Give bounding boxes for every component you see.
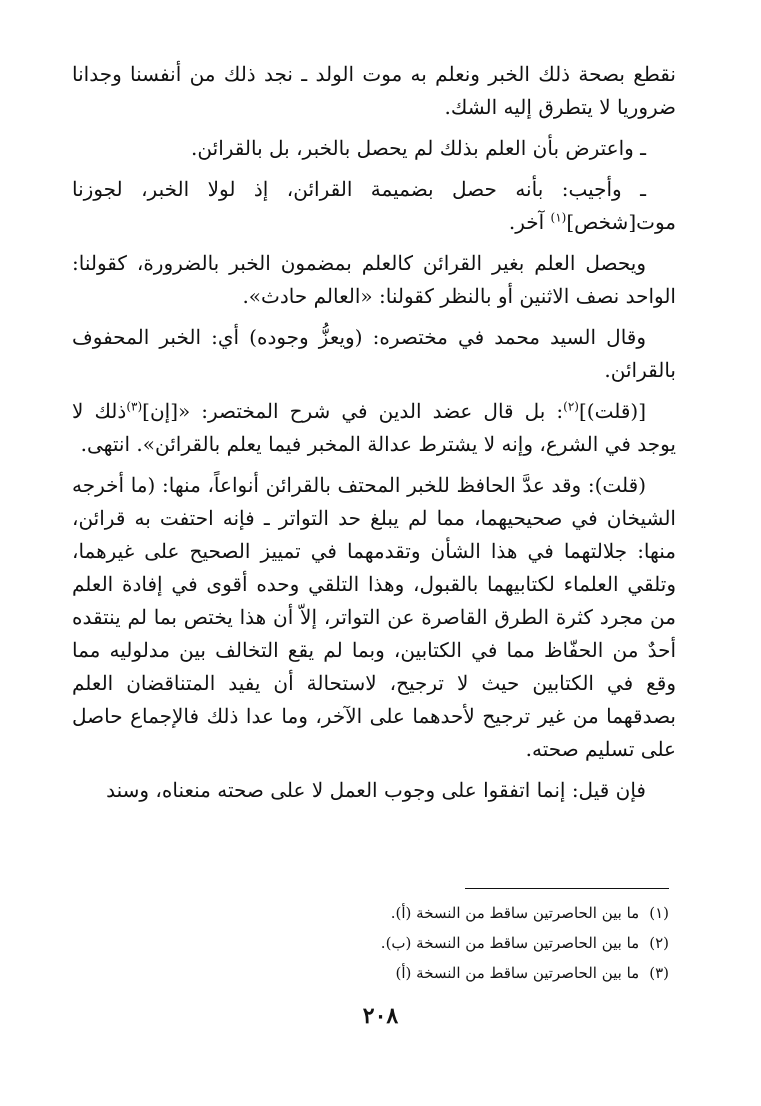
paragraph-6-text-start: [(قلت)] (578, 399, 646, 423)
footnote-ref-1[interactable]: (١) (550, 210, 567, 225)
paragraph-8: فإن قيل: إنما اتفقوا على وجوب العمل لا على صحته منعناه، وسند (106, 778, 646, 802)
main-text (72, 58, 676, 815)
footnote-ref-2[interactable]: (٢) (563, 399, 579, 414)
paragraph-1: نقطع بصحة ذلك الخبر ونعلم به موت الولد ـ نجد ذلك من أنفسنا وجدانا ضروريا لا يتطرق إليه الشك. (72, 62, 676, 119)
paragraph-6 (72, 395, 676, 461)
paragraph-6-text-middle: : بل قال عضد الدين في شرح المختصر: «[إن] (142, 399, 564, 423)
paragraph-6-text-end: ذلك لا يوجد في الشرع، وإنه لا يشترط عدالة المخبر فيما يعلم بالقرائن». انتهى. (72, 399, 676, 456)
footnotes (109, 898, 669, 988)
footnote-2-text: ما بين الحاصرتين ساقط من النسخة (ب). (380, 934, 640, 952)
footnote-3-number: (٣) (649, 964, 669, 982)
footnote-divider (465, 888, 669, 889)
paragraph-3-text-end: آخر. (508, 210, 551, 234)
paragraph-4: ويحصل العلم بغير القرائن كالعلم بمضمون الخبر بالضرورة، كقولنا: الواحد نصف الاثنين أو بالنظر كقولنا: «العالم حادث». (72, 251, 676, 308)
footnote-ref-3[interactable]: (٣) (126, 399, 143, 414)
paragraph-7: (قلت): وقد عدَّ الحافظ للخبر المحتف بالقرائن أنواعاً، منها: (ما أخرجه الشيخان في صحيحيهما، مما لم يبلغ حد التواتر ـ فإنه احتفت به قرائن، منها: جلالتهما في هذا الشأن وتقدمهما في تمييز الصحيح على غيرهما، وتلقي العلماء لكتابيهما بالقبول، وهذا التلقي وحده أقوى في إفادة العلم من مجرد كثرة الطرق القاصرة عن التواتر، إلاّ أن هذا يختص بما لم ينتقده أحدٌ من الحفّاظ مما في الكتابين، وبما لم يقع التخالف بين مدلوليه مما وقع في الكتابين حيث لا ترجيح، لاستحالة أن يفيد المتناقضان العلم بصدقهما من غير ترجيح لأحدهما على الآخر، وما عدا ذلك فالإجماع حاصل على تسليم صحته. (72, 473, 676, 761)
footnote-1-text: ما بين الحاصرتين ساقط من النسخة (أ). (390, 904, 640, 922)
paragraph-3 (72, 173, 676, 239)
footnote-1-number: (١) (649, 904, 669, 922)
page-number: ٢٠٨ (362, 1003, 399, 1029)
footnote-2-number: (٢) (649, 934, 669, 952)
footnote-1 (109, 898, 669, 928)
paragraph-2: ـ واعترض بأن العلم بذلك لم يحصل بالخبر، بل بالقرائن. (191, 136, 646, 160)
paragraph-3-text: ـ وأجيب: بأنه حصل بضميمة القرائن، إذ لولا الخبر، لجوزنا موت[شخص] (72, 177, 676, 234)
footnote-2 (109, 928, 669, 958)
paragraph-5: وقال السيد محمد في مختصره: (ويعزُّ وجوده) أي: الخبر المحفوف بالقرائن. (72, 325, 676, 382)
footnote-3 (109, 958, 669, 988)
footnote-3-text: ما بين الحاصرتين ساقط من النسخة (أ) (395, 964, 640, 982)
